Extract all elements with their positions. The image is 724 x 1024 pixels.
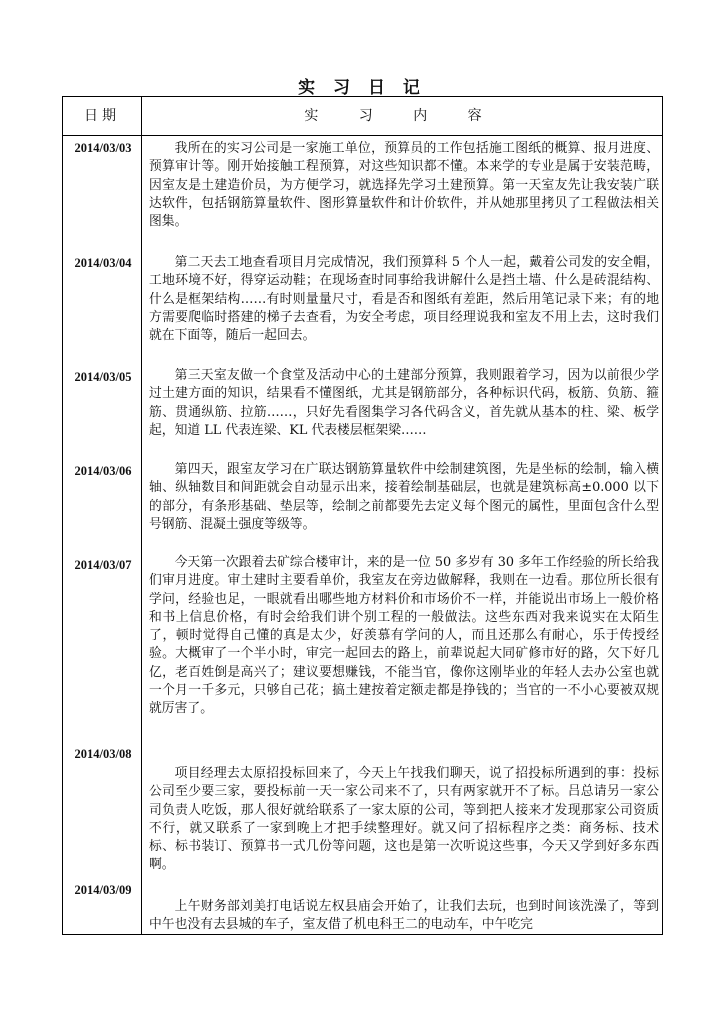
- entry-text: 第三天室友做一个食堂及活动中心的土建部分预算，我则跟着学习，因为以前很少学过土建方面的知识，结果看不懂图纸，尤其是钢筋部分，各种标识代码，板筋、负筋、箍筋、贯通纵筋、拉筋……，只好先看图集学习各代码含义，首先就从基本的柱、梁、板学起，知道 LL 代表连梁、KL 代表楼层框架梁……: [149, 368, 659, 438]
- diary-table: [62, 96, 663, 935]
- column-divider: [141, 97, 142, 934]
- entry-text: 今天第一次跟着去矿综合楼审计，来的是一位 50 多岁有 30 多年工作经验的所长给我们审月进度。审土建时主要看单价，我室友在旁边做解释，我则在一边看。那位所长很有学问，经验也足，一眼就看出哪些地方材料价和市场价不一样，并能说出市场上一般价格和书上信息价格，有时会给我们讲个别工程的一般做法。这些东西对我来说实在太陌生了，顿时觉得自己懂的真是太少，好羡慕有学问的人，而且还那么有耐心，乐于传授经验。大概审了一个半小时，审完一起回去的路上，前辈说起大同矿修市好的路，欠下好几亿，老百姓倒是高兴了；建议要想赚钱，不能当官，像你这刚毕业的年轻人去办公室也就一个月一千多元，只够自己花；搞土建按着定额走都是挣钱的；当官的一不小心要被双规就厉害了。: [149, 555, 659, 717]
- entry-date: 2014/03/06: [74, 464, 132, 478]
- entry-date: 2014/03/05: [74, 370, 132, 384]
- entry-text: 我所在的实习公司是一家施工单位，预算员的工作包括施工图纸的概算、报月进度、预算审计等。刚开始接触工程预算，对这些知识都不懂。本来学的专业是属于安装范畴，因室友是土建造价员，为方便学习，就选择先学习土建预算。第一天室友先让我安装广联达软件，包括钢筋算量软件、图形算量软件和计价软件，并从她那里拷贝了工程做法相关图集。: [149, 141, 659, 230]
- entry-text: 第四天，跟室友学习在广联达钢筋算量软件中绘制建筑图，先是坐标的绘制，输入横轴、纵轴数目和间距就会自动显示出来，接着绘制基础层，也就是建筑标高±0.000 以下的部分，有条形基础、垫层等，绘制之前都要先去定义每个图元的属性，里面包含什么型号钢筋、混凝土强度等级等。: [149, 462, 659, 532]
- entry-date: 2014/03/07: [74, 558, 132, 572]
- entry-date: 2014/03/09: [74, 883, 132, 897]
- header-date: 日期: [84, 108, 120, 124]
- entry-date: 2014/03/03: [74, 141, 132, 155]
- entry-text: 第二天去工地查看项目月完成情况，我们预算科 5 个人一起，戴着公司发的安全帽，工地环境不好，得穿运动鞋；在现场查时同事给我讲解什么是挡土墙、什么是砖混结构、什么是框架结构……有时则量量尺寸，看是否和图纸有差距，然后用笔记录下来；有的地方需要爬临时搭建的梯子去查看，为安全考虑，项目经理说我和室友不用上去，这时我们就在下面等，随后一起回去。: [149, 255, 659, 344]
- header-content: 实 习 内 容: [304, 108, 500, 124]
- entry-date: 2014/03/04: [74, 256, 132, 270]
- entry-date: 2014/03/08: [74, 747, 132, 761]
- entry-text: 项目经理去太原招投标回来了，今天上午找我们聊天，说了招投标所遇到的事：投标公司至少要三家，要投标前一天一家公司来不了，只有两家就开不了标。吕总请另一家公司负责人吃饭，那人很好就给联系了一家太原的公司，等到把人接来才发现那家公司资质不行，就又联系了一家到晚上才把手续整理好。就又问了招标程序之类：商务标、技术标、标书装订、预算书一式几份等问题，这也是第一次听说这些事，今天又学到好多东西啊。: [149, 766, 659, 873]
- entry-text: 上午财务部刘美打电话说左权县庙会开始了，让我们去玩，也到时间该洗澡了，等到中午也没有去县城的车子，室友借了机电科王二的电动车，中午吃完: [149, 899, 659, 933]
- header-divider: [63, 135, 662, 136]
- page-title: 实 习 日 记: [298, 78, 426, 98]
